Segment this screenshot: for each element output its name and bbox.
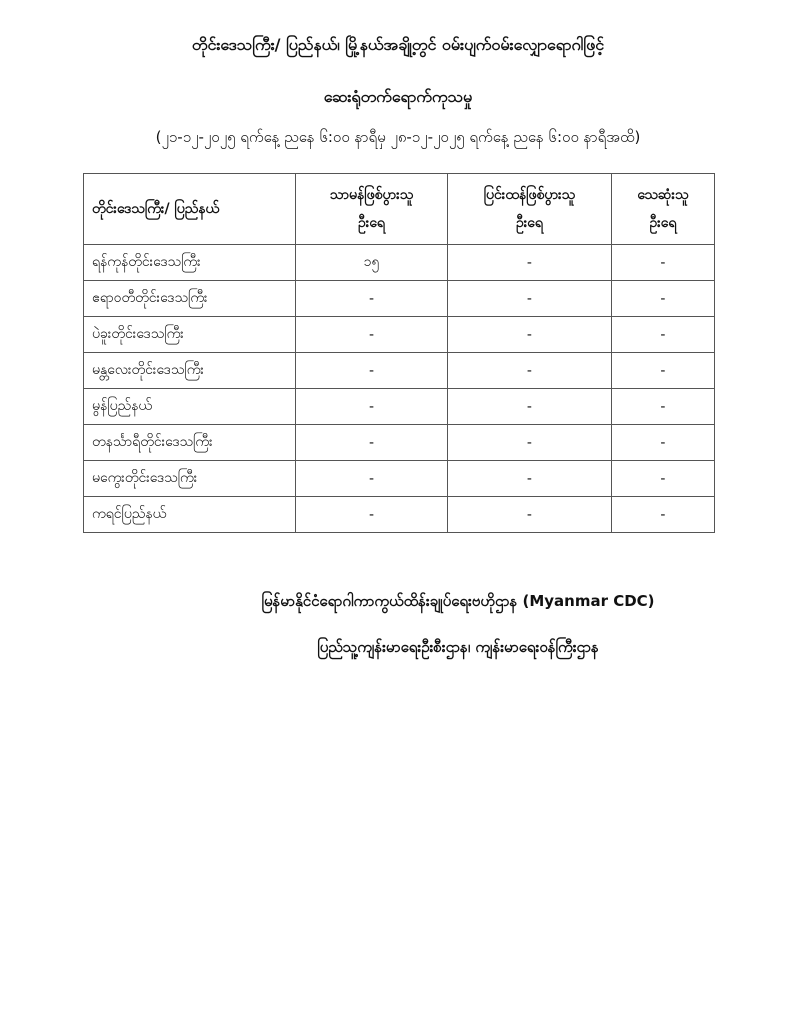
table-row	[84, 281, 715, 317]
region-name: မကွေးတိုင်းဒေသကြီး	[84, 461, 296, 497]
severe-cases-cell: -	[447, 317, 611, 353]
header-deaths-line1: သေဆုံးသူ	[637, 187, 689, 203]
region-name: ဧရာဝတီတိုင်းဒေသကြီး	[84, 281, 296, 317]
region-name: မန္တလေးတိုင်းဒေသကြီး	[84, 353, 296, 389]
severe-cases-cell: -	[447, 245, 611, 281]
header-severe-line1: ပြင်းထန်ဖြစ်ပွားသူ	[483, 187, 576, 203]
deaths-cell: -	[611, 353, 714, 389]
region-name: ပဲခူးတိုင်းဒေသကြီး	[84, 317, 296, 353]
region-name: တနင်္သာရီတိုင်းဒေသကြီး	[84, 425, 296, 461]
table-row	[84, 389, 715, 425]
severe-cases-cell: -	[447, 497, 611, 533]
severe-cases-cell: -	[447, 353, 611, 389]
table-row	[84, 245, 715, 281]
issuing-agency: မြန်မာနိုင်ငံရောဂါကာကွယ်ထိန်းချုပ်ရေးဗဟိုဌာန (Myanmar CDC)	[261, 592, 655, 610]
region-name: မွန်ပြည်နယ်	[84, 389, 296, 425]
header-severe-line2: ဦးရေ	[515, 215, 543, 231]
header-region: တိုင်းဒေသကြီး/ ပြည်နယ်	[84, 174, 296, 245]
severe-cases-cell: -	[447, 281, 611, 317]
table-row	[84, 353, 715, 389]
table-row	[84, 317, 715, 353]
header-normal-line2: ဦးရေ	[358, 215, 385, 231]
normal-cases-cell: -	[296, 281, 448, 317]
severe-cases-cell: -	[447, 461, 611, 497]
header-deaths	[611, 174, 714, 245]
date-range: (၂၁-၁၂-၂၀၂၅ ရက်နေ့ ညနေ ၆:၀၀ နာရီမှ ၂၈-၁၂-၂၀၂၅ ရက်နေ့ ညနေ ၆:၀၀ နာရီအထိ)	[155, 128, 641, 146]
table-row	[84, 425, 715, 461]
header-deaths-line2: ဦးရေ	[649, 215, 677, 231]
deaths-cell: -	[611, 425, 714, 461]
table-header-row	[84, 174, 715, 245]
table-row	[84, 497, 715, 533]
normal-cases-cell: -	[296, 461, 448, 497]
deaths-cell: -	[611, 461, 714, 497]
cases-table	[83, 173, 715, 533]
normal-cases-cell: ၁၅	[296, 245, 448, 281]
normal-cases-cell: -	[296, 389, 448, 425]
issuing-department: ပြည်သူ့ကျန်းမာရေးဦးစီးဌာန၊ ကျန်းမာရေးဝန်ကြီးဌာန	[317, 638, 599, 656]
severe-cases-cell: -	[447, 425, 611, 461]
header-normal-cases	[296, 174, 448, 245]
normal-cases-cell: -	[296, 425, 448, 461]
deaths-cell: -	[611, 497, 714, 533]
normal-cases-cell: -	[296, 353, 448, 389]
deaths-cell: -	[611, 281, 714, 317]
deaths-cell: -	[611, 389, 714, 425]
table-row	[84, 461, 715, 497]
deaths-cell: -	[611, 245, 714, 281]
header-severe-cases	[447, 174, 611, 245]
header-normal-line1: သာမန်ဖြစ်ပွားသူ	[329, 187, 414, 203]
normal-cases-cell: -	[296, 317, 448, 353]
region-name: ရန်ကုန်တိုင်းဒေသကြီး	[84, 245, 296, 281]
region-name: ကရင်ပြည်နယ်	[84, 497, 296, 533]
normal-cases-cell: -	[296, 497, 448, 533]
document-title: တိုင်းဒေသကြီး/ ပြည်နယ်၊ မြို့နယ်အချို့တွင် ဝမ်းပျက်ဝမ်းလျှောရောဂါဖြင့်	[191, 35, 605, 54]
document-subtitle: ဆေးရုံတက်ရောက်ကုသမှု	[323, 87, 473, 106]
deaths-cell: -	[611, 317, 714, 353]
severe-cases-cell: -	[447, 389, 611, 425]
